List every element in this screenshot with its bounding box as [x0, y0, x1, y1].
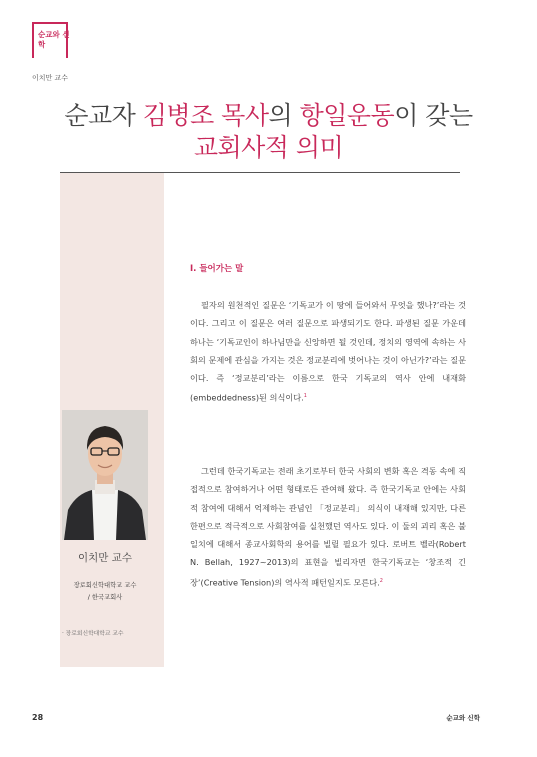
paragraph-2 [190, 462, 466, 592]
title-seg3: 의 [268, 101, 300, 130]
paragraph-1-text: 필자의 원천적인 질문은 ‘기독교가 이 땅에 들어와서 무엇을 했나?’라는 것이다. 그리고 이 질문은 여러 질문으로 파생되기도 한다. 파생된 질문 가운데 하나는 ‘기독교인이 하나님만을 신앙하면 될 것인데, 정치의 영역에 속하는 사회의 문제에 관심을 가지는 것은 정교분리에 벗어나는 것이 아닌가?’라는 질문이다. 즉 ‘정교분리’라는 이름으로 한국 기독교의 역사 안에 내재화(embeddedness)된 의식이다. [190, 300, 466, 404]
footnote-ref-1[interactable]: 1 [303, 393, 307, 400]
author-label-top: 이치만 교수 [32, 74, 69, 82]
author-affiliation: 장로회신학대학교 교수 [73, 582, 137, 589]
article-title [0, 100, 537, 164]
title-seg2: 김병조 목사 [142, 101, 269, 130]
title-seg5: 이 갖는 [394, 101, 473, 130]
author-name: 이치만 교수 [77, 552, 133, 564]
section-heading: I. 들어가는 말 [190, 264, 244, 274]
category-label: 순교와 신학 [38, 30, 70, 49]
author-photo [62, 410, 148, 540]
title-seg4: 항일운동 [299, 101, 395, 130]
title-line2: 교회사적 의미 [193, 133, 344, 162]
author-field: / 한국교회사 [87, 594, 123, 601]
paragraph-2-text: 그런데 한국기독교는 전래 초기로부터 한국 사회의 변화 혹은 격동 속에 직접적으로 참여하거나 어떤 형태로든 관여해 왔다. 즉 한국기독교 안에는 사회적 참여에 대해서 억제하는 관념인 「정교분리」 의식이 내재해 있지만, 다른 한편으로 적극적으로 사회참여를 실천했던 역사도 있다. 이 둘의 괴리 혹은 불일치에 대해서 종교사회학의 용어를 빌릴 필요가 있다. 로버트 벨라(Robert N. Bellah, 1927~2013)의 표현을 빌리자면 한국기독교는 ‘창조적 긴장’(Creative Tension)의 역사적 패턴일지도 모른다. [190, 466, 466, 588]
page-number: 28 [32, 713, 44, 722]
paragraph-1 [190, 296, 466, 408]
author-note: · 장로회신학대학교 교수 [62, 631, 124, 637]
footnote-ref-2[interactable]: 2 [379, 577, 383, 584]
magazine-name: 순교와 신학 [446, 714, 480, 722]
title-seg1: 순교자 [64, 101, 143, 130]
